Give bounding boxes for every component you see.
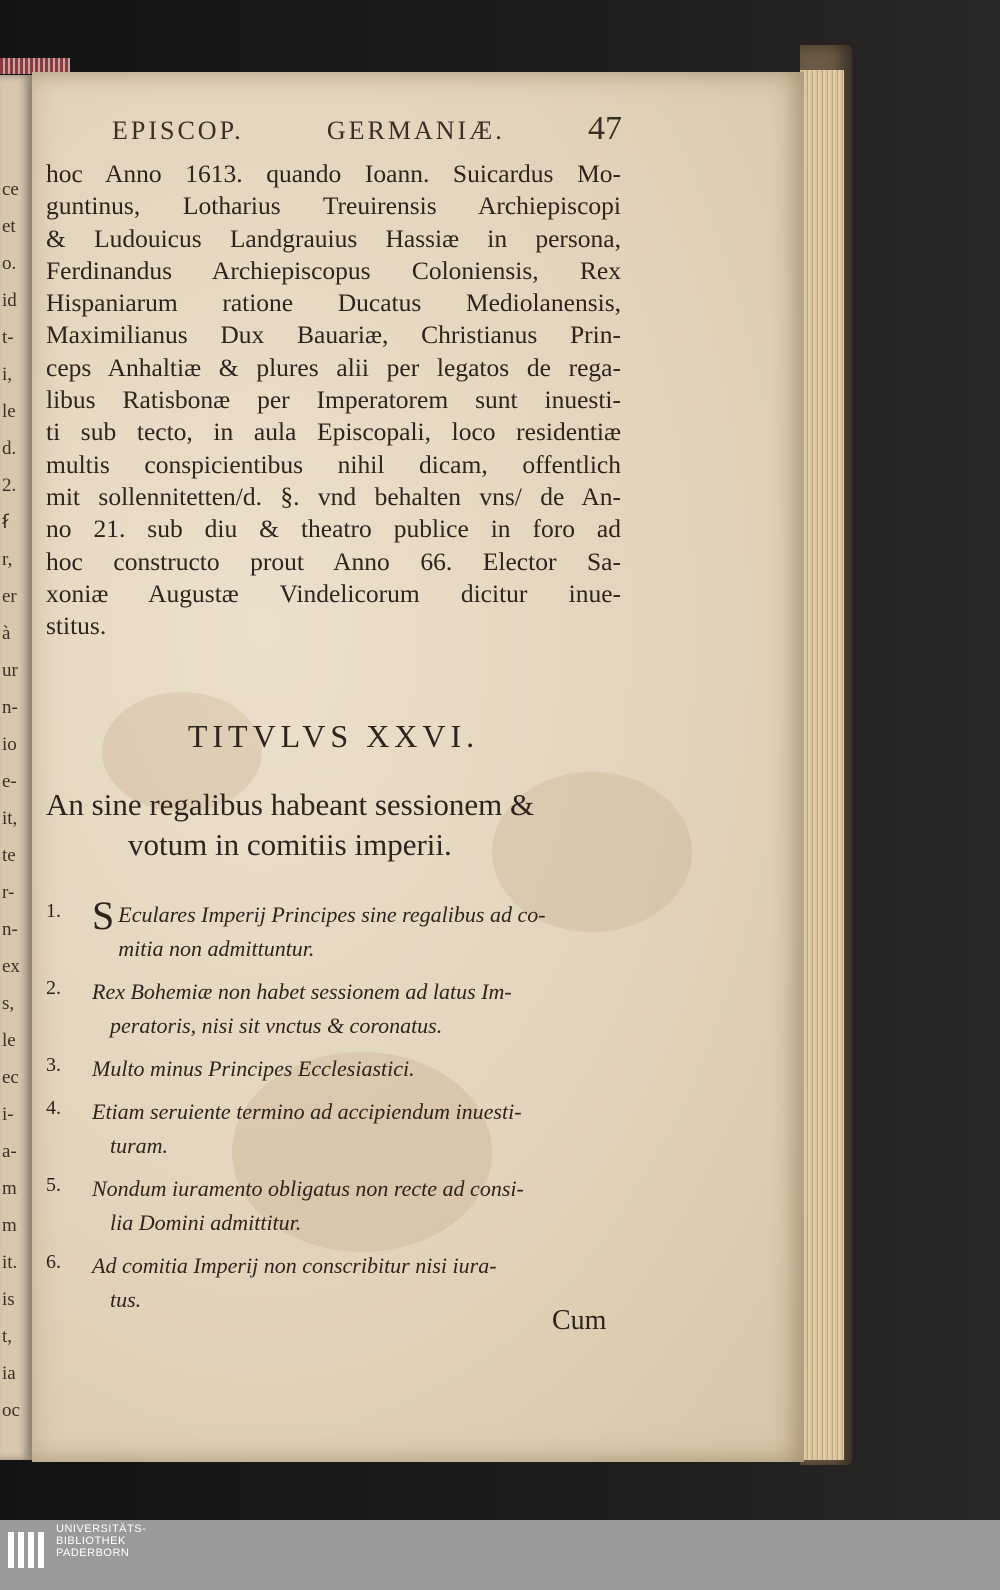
summary-number: 1. [46, 900, 61, 922]
margin-fragment: d. [2, 438, 17, 459]
margin-fragment: it, [2, 808, 18, 829]
summary-text [92, 893, 621, 966]
margin-fragment: le [2, 401, 16, 422]
logo-line: BIBLIOTHEK [56, 1535, 126, 1547]
margin-fragment: te [2, 845, 16, 866]
margin-fragment: r- [2, 882, 15, 903]
logo-line: PADERBORN [56, 1547, 130, 1559]
summary-text [92, 1052, 621, 1086]
summary-number: 4. [46, 1097, 61, 1119]
margin-fragment: o. [2, 253, 17, 274]
margin-fragment: t, [2, 1326, 13, 1347]
body-text [46, 158, 621, 642]
drop-cap: S [92, 893, 115, 938]
margin-fragment: i, [2, 364, 13, 385]
margin-fragment: à [2, 623, 11, 644]
summary-item [46, 1095, 621, 1163]
body-line: mit sollennitetten/d. §. vnd behalten vns/ de An- [46, 481, 621, 511]
margin-fragment: ẜ [2, 512, 9, 533]
heading-line: An sine regalibus habeant sessionem & [46, 787, 535, 822]
summary-text [92, 1249, 621, 1317]
body-line: hoc constructo prout Anno 66. Elector Sa- [46, 546, 621, 576]
summary-line: Etiam seruiente termino ad accipiendum inuesti- [92, 1099, 522, 1124]
summary-line: Multo minus Principes Ecclesiastici. [92, 1056, 415, 1081]
margin-fragment: n- [2, 697, 18, 718]
previous-page-edge [0, 75, 32, 1460]
body-line: ceps Anhaltiæ & plures alii per legatos de rega- [46, 352, 621, 382]
summary-line: peratoris, nisi sit vnctus & coronatus. [110, 1013, 443, 1038]
summary-list [46, 893, 621, 1326]
margin-fragment: ex [2, 956, 20, 977]
summary-line: turam. [110, 1133, 169, 1158]
summary-text [92, 975, 621, 1043]
body-line: ti sub tecto, in aula Episcopali, loco residentiæ [46, 417, 621, 447]
margin-fragment: ia [2, 1363, 16, 1384]
margin-fragment: i- [2, 1104, 14, 1125]
body-line: multis conspicientibus nihil dicam, offentlich [46, 449, 621, 479]
summary-line-text: Eculares Imperij Principes sine regalibus ad co- [118, 902, 546, 927]
body-line: Maximilianus Dux Bauariæ, Christianus Prin- [46, 320, 621, 350]
page-number: 47 [587, 110, 622, 147]
margin-fragment: r, [2, 549, 13, 570]
margin-fragment: id [2, 290, 17, 311]
summary-line: tus. [110, 1287, 142, 1312]
body-line: libus Ratisbonæ per Imperatorem sunt inuesti- [46, 385, 621, 415]
margin-fragment: er [2, 586, 17, 607]
summary-item [46, 1249, 621, 1317]
margin-fragment: it. [2, 1252, 18, 1273]
summary-line [92, 893, 621, 938]
summary-line: Rex Bohemiæ non habet sessionem ad latus Im- [92, 979, 512, 1004]
summary-text [92, 1095, 621, 1163]
body-line: no 21. sub diu & theatro publice in foro ad [46, 514, 621, 544]
margin-fragment: io [2, 734, 17, 755]
body-line: guntinus, Lotharius Treuirensis Archiepiscopi [46, 191, 621, 221]
running-head-left: EPISCOP. [112, 116, 244, 145]
page-stack-edge [800, 70, 844, 1460]
margin-fragment: m [2, 1215, 17, 1236]
summary-text [92, 1172, 621, 1240]
logo-line: UNIVERSITÄTS- [56, 1523, 147, 1535]
body-line: stitus. [46, 611, 107, 641]
summary-number: 6. [46, 1251, 61, 1273]
margin-fragment: ec [2, 1067, 19, 1088]
section-title: TITVLVS XXVI. [187, 718, 480, 754]
library-logo-icon [4, 1528, 50, 1572]
summary-item [46, 975, 621, 1043]
body-line: Hispaniarum ratione Ducatus Mediolanensis, [46, 288, 621, 318]
margin-fragment: oc [2, 1400, 20, 1421]
body-line: Ferdinandus Archiepiscopus Coloniensis, Rex [46, 255, 621, 285]
summary-line: mitia non admittuntur. [118, 936, 315, 961]
summary-item [46, 893, 621, 966]
margin-fragment: t- [2, 327, 14, 348]
summary-item [46, 1052, 621, 1086]
summary-line: Nondum iuramento obligatus non recte ad consi- [92, 1176, 524, 1201]
margin-fragment: m [2, 1178, 17, 1199]
margin-fragment: e- [2, 771, 17, 792]
summary-line: lia Domini admittitur. [110, 1210, 302, 1235]
footer-bar [0, 1520, 1000, 1590]
summary-line: Ad comitia Imperij non conscribitur nisi iura- [92, 1253, 497, 1278]
body-line: xoniæ Augustæ Vindelicorum dicitur inue- [46, 578, 621, 608]
margin-fragment: 2. [2, 475, 17, 496]
heading-line: votum in comitiis imperii. [128, 827, 452, 862]
summary-number: 5. [46, 1174, 61, 1196]
body-line: & Ludouicus Landgrauius Hassiæ in persona, [46, 223, 621, 253]
margin-fragment: ur [2, 660, 18, 681]
margin-fragment: le [2, 1030, 16, 1051]
library-logo-text [56, 1523, 146, 1559]
running-head [112, 110, 622, 154]
running-head-center: GERMANIÆ. [326, 116, 505, 145]
margin-fragment: ce [2, 179, 19, 200]
summary-number: 3. [46, 1054, 61, 1076]
margin-fragment: a- [2, 1141, 17, 1162]
margin-fragment: n- [2, 919, 18, 940]
margin-fragment: is [2, 1289, 15, 1310]
body-line: hoc Anno 1613. quando Ioann. Suicardus Mo- [46, 159, 621, 188]
catchword: Cum [552, 1305, 607, 1336]
summary-number: 2. [46, 977, 61, 999]
summary-item [46, 1172, 621, 1240]
margin-fragment: et [2, 216, 16, 237]
margin-fragment: s, [2, 993, 15, 1014]
section-heading [46, 785, 626, 865]
